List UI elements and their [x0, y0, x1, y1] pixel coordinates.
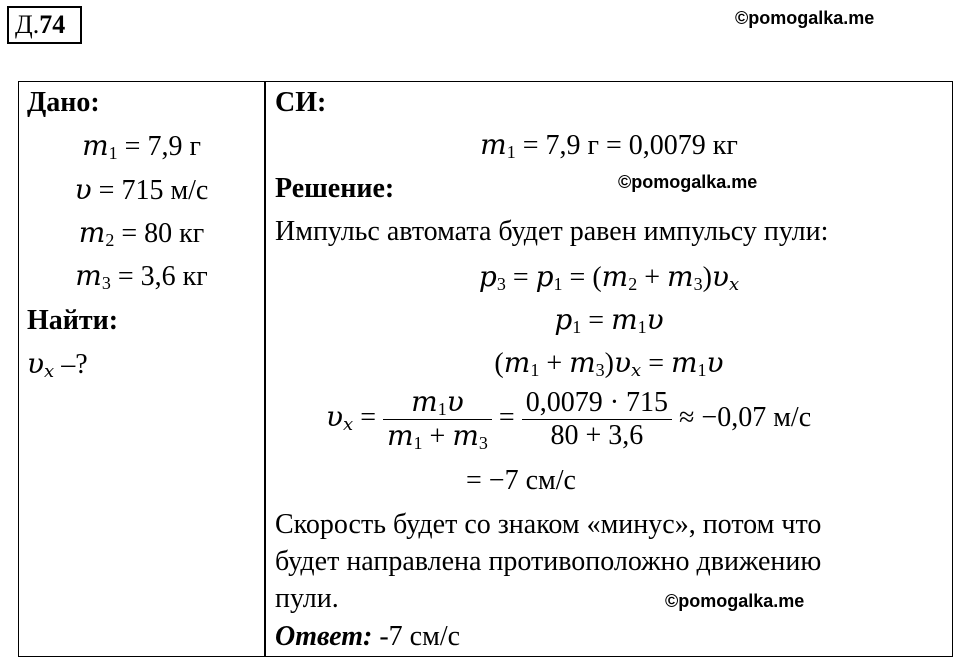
equation-p1: $p_1 = m_1\upsilon$ — [554, 303, 664, 337]
equation-result: = −7 см/с — [466, 465, 576, 496]
fraction-numeric: $\frac{0,0079 \cdot 715}{80 + 3,6}$ — [522, 387, 672, 452]
answer-value: -7 см/с — [379, 621, 461, 652]
solution-title: Решение: — [275, 173, 395, 204]
given-m2: $m_2 = 80$ кг — [78, 216, 205, 250]
equation-vx: $\upsilon_x$ = $\frac{m_1\upsilon}{m_1 + m_3}$ = $\frac{0,0079 \cdot 715}{80 + 3,6}$ ≈ −0,07 м/с — [326, 385, 812, 453]
solution-intro: Импульс автомата будет равен импульсу пули: — [275, 216, 829, 247]
equation-balance: $(m_1 + m_3)\upsilon_x = m_1\upsilon$ — [494, 346, 724, 381]
approx-result: ≈ −0,07 м/с — [679, 401, 812, 433]
problem-label — [7, 6, 82, 44]
explanation-line-3: пули. — [275, 583, 339, 614]
given-v: υ = 715 м/с — [74, 173, 209, 206]
given-m3: $m_3 = 3,6$ кг — [75, 259, 208, 293]
answer — [275, 620, 460, 654]
si-conversion: $m_1 = 7,9$ г = 0,0079 кг — [480, 128, 738, 162]
find-value: $\upsilon_x$ –? — [27, 347, 88, 382]
problem-number: 74 — [39, 10, 66, 39]
problem-prefix: Д. — [15, 10, 40, 39]
explanation-line-2: будет направлена противоположно движению — [275, 546, 822, 577]
watermark-top: ©pomogalka.me — [735, 8, 875, 28]
watermark-middle: ©pomogalka.me — [618, 172, 758, 192]
answer-label: Ответ: — [275, 621, 373, 652]
given-title: Дано: — [27, 87, 100, 118]
equation-momentum: $p_3 = p_1 = (m_2 + m_3)\upsilon_x$ — [478, 260, 740, 295]
explanation-line-1: Скорость будет со знаком «минус», потом что — [275, 509, 822, 540]
fraction-symbolic: $\frac{m_1\upsilon}{m_1 + m_3}$ — [383, 386, 492, 453]
watermark-bottom: ©pomogalka.me — [665, 591, 805, 611]
find-title: Найти: — [27, 305, 119, 336]
si-title: СИ: — [275, 87, 327, 118]
given-m1: $m_1 = 7,9$ г — [82, 129, 201, 163]
